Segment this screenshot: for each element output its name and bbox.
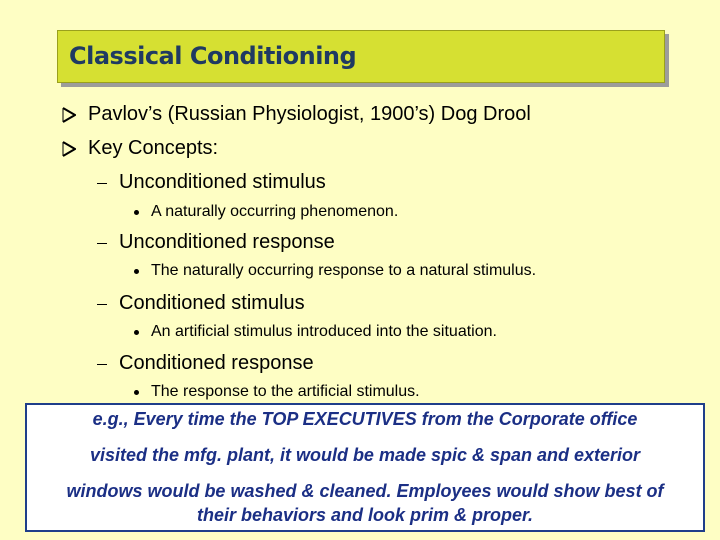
title-box [57,30,665,83]
concept-term-text: Unconditioned stimulus [119,171,326,193]
concept-definition-text: The naturally occurring response to a natural stimulus. [151,262,537,279]
dash-bullet-icon [97,243,107,244]
concept-definition-text: A naturally occurring phenomenon. [151,203,399,220]
example-line: their behaviors and look prim & proper. [196,505,534,525]
concept-definition-text: The response to the artificial stimulus. [151,383,420,400]
concept-definition [134,203,398,221]
concept-definition-text: An artificial stimulus introduced into the situation. [151,323,497,340]
dash-bullet-icon [97,304,107,305]
arrow-bullet-icon [62,141,76,157]
example-line: visited the mfg. plant, it would be made spic & span and exterior [89,445,641,465]
slide-title: Classical Conditioning [69,42,357,70]
concept-term [97,292,305,315]
concept-term-text: Unconditioned response [119,231,335,253]
concept-definition [134,323,497,341]
bullet-pavlov [62,103,531,126]
bullet-text: Key Concepts: [88,137,219,159]
dot-bullet-icon [134,330,139,335]
concept-definition [134,383,420,401]
dot-bullet-icon [134,390,139,395]
concept-term-text: Conditioned stimulus [119,292,305,314]
dash-bullet-icon [97,364,107,365]
concept-term-text: Conditioned response [119,352,314,374]
concept-term [97,171,326,194]
bullet-key-concepts [62,137,218,160]
example-line: windows would be washed & cleaned. Employees would show best of [66,481,664,501]
concept-term [97,352,314,375]
dot-bullet-icon [134,269,139,274]
concept-definition [134,262,536,280]
arrow-bullet-icon [62,107,76,123]
example-box [25,403,705,532]
dash-bullet-icon [97,183,107,184]
dot-bullet-icon [134,210,139,215]
bullet-text: Pavlov’s (Russian Physiologist, 1900’s) Dog Drool [88,103,531,125]
example-line: e.g., Every time the TOP EXECUTIVES from the Corporate office [92,409,638,429]
concept-term [97,231,335,254]
